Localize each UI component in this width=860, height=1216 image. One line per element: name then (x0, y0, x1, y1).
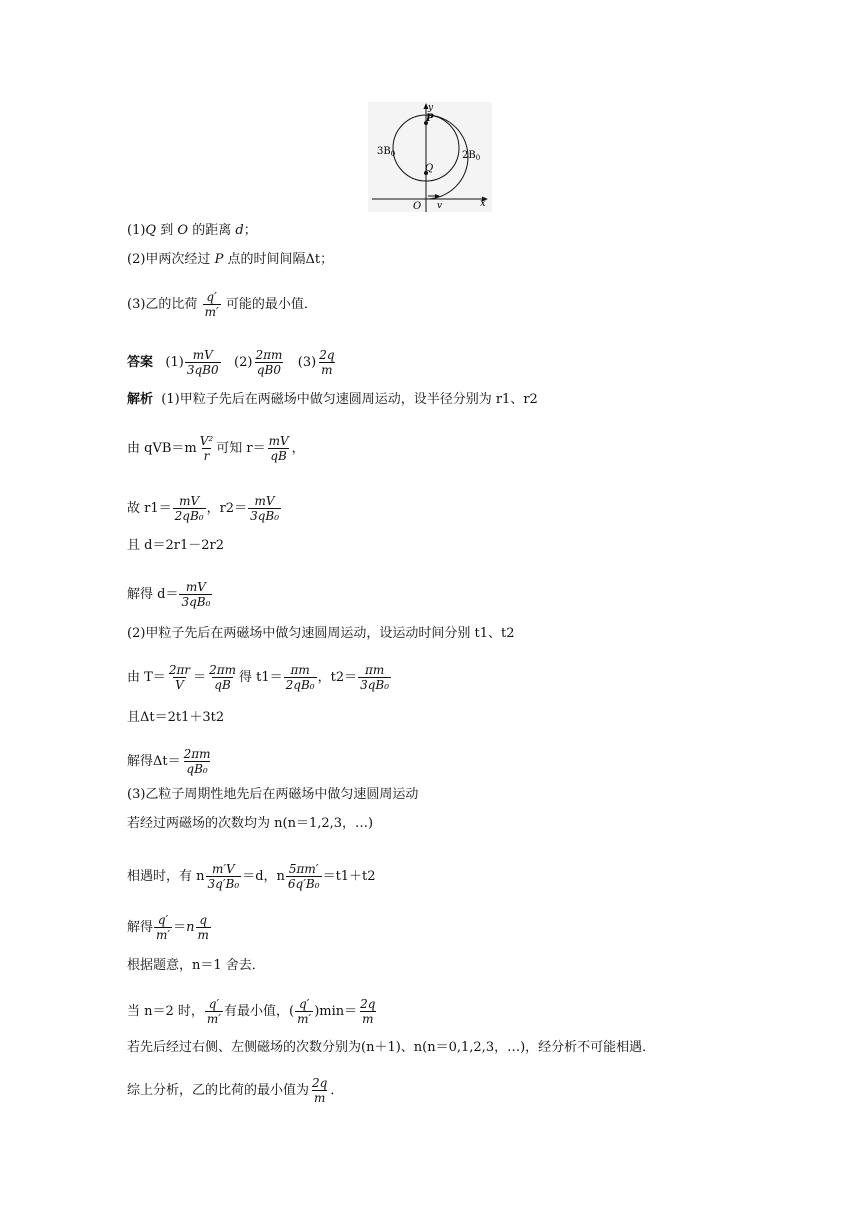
analysis-p6: (2)甲粒子先后在两磁场中做匀速圆周运动，设运动时间分别 t1、t2 (127, 626, 515, 641)
y-axis-label: y (428, 103, 434, 113)
left-field-label: $3B_0$ (377, 146, 396, 158)
answer-line: 答案 (1) $\frac{mV}{3qB0}$ (2) $\frac{2\pi m}{qB0}$ (3) $\frac{2q}{m}$ (127, 348, 335, 377)
analysis-p16: 若先后经过右侧、左侧磁场的次数分别为(n＋1)、n(n＝0,1,2,3，…)，经分析不可能相遇． (127, 1040, 656, 1055)
question-3: (3)乙的比荷 $\frac{q'}{m'}$ 可能的最小值． (127, 290, 317, 319)
analysis-p14: 根据题意，n＝1 舍去． (127, 958, 265, 973)
analysis-p17: 综上分析，乙的比荷的最小值为 $\frac{2q}{m}$ ． (127, 1076, 344, 1105)
origin-label: O (413, 201, 422, 212)
analysis-p12: 相遇时，有 n $\frac{m'V}{\text{3q′B₀}}$ ＝d，n $\frac{5\pi m'}{\text{6q′B₀}}$ ＝t1＋t2 (127, 862, 376, 891)
analysis-p3: 故 r1＝ $\frac{mV}{\text{2qB₀}}$ ，r2＝ $\frac{mV}{\text{3qB₀}}$ (127, 494, 280, 523)
velocity-label: v (437, 201, 443, 211)
analysis-p7: 由 T＝ $\frac{2\pi r}{V}$ ＝ $\frac{2\pi m}{qB}$ 得 t1＝ $\frac{\pi m}{\text{2qB₀}}$ ，t2＝ $\frac{\pi m}{\text{3qB₀}}$ (127, 663, 390, 692)
analysis-p9: 解得Δt＝ $\frac{2\pi m}{\text{qB₀}}$ (127, 747, 211, 776)
analysis-p10: (3)乙粒子周期性地先后在两磁场中做匀速圆周运动 (127, 787, 419, 802)
magnetic-field-diagram (368, 102, 492, 212)
question-2: (2)甲两次经过 P 点的时间间隔Δt； (127, 252, 334, 267)
analysis-p5: 解得 d＝ $\frac{mV}{\text{3qB₀}}$ (127, 580, 211, 609)
analysis-p2: 由 qVB＝m $\frac{\text{V²}}{r}$ 可知 r＝ $\frac{mV}{qB}$ ， (127, 434, 305, 463)
point-q-label: Q (425, 163, 434, 174)
right-field-label: $2B_0$ (462, 150, 481, 162)
analysis-p15: 当 n＝2 时， $\frac{q'}{m'}$ 有最小值，( $\frac{q'}{m'}$ )min＝ $\frac{2q}{m}$ (127, 997, 376, 1026)
analysis-p4: 且 d＝2r1－2r2 (127, 538, 224, 553)
analysis-p13: 解得 $\frac{q'}{m'}$ ＝n $\frac{q}{m}$ (127, 913, 209, 942)
analysis-p1: 解析 (1)甲粒子先后在两磁场中做匀速圆周运动，设半径分别为 r1、r2 (127, 392, 538, 407)
x-axis-label: x (480, 198, 486, 209)
analysis-p11: 若经过两磁场的次数均为 n(n＝1,2,3，…) (127, 816, 374, 831)
analysis-p8: 且Δt＝2t1＋3t2 (127, 710, 225, 725)
point-p-label: P (426, 113, 434, 124)
question-1: (1)Q 到 O 的距离 d； (127, 223, 257, 238)
